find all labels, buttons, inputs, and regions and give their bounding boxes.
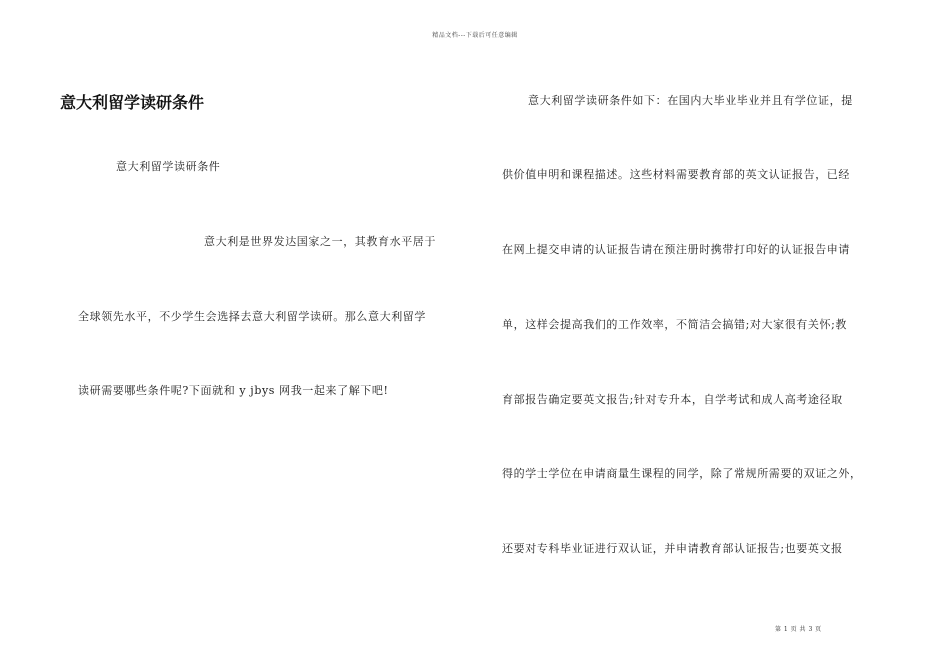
right-paragraph-line: 单，这样会提高我们的工作效率，不简洁会搞错;对大家很有关怀;教 — [502, 318, 848, 331]
right-paragraph-line: 得的学士学位在申请商量生课程的同学，除了常规所需要的双证之外， — [502, 467, 862, 480]
left-paragraph-line: 读研需要哪些条件呢?下面就和 y jbys 网我一起来了解下吧! — [78, 384, 389, 397]
right-paragraph-line: 还要对专科毕业证进行双认证，并申请教育部认证报告;也要英文报 — [502, 542, 843, 555]
right-paragraph-line: 育部报告确定要英文报告;针对专升本，自学考试和成人高考途径取 — [502, 393, 843, 406]
header-note: 精品文档---下载后可任意编辑 — [432, 32, 518, 39]
left-paragraph-line: 意大利是世界发达国家之一，其教育水平居于 — [204, 235, 436, 248]
right-paragraph-line: 在网上提交申请的认证报告请在预注册时携带打印好的认证报告申请 — [502, 243, 850, 256]
page-indicator: 第 1 页 共 3 页 — [775, 626, 822, 633]
document-title: 意大利留学读研条件 — [60, 93, 205, 112]
left-subtitle: 意大利留学读研条件 — [116, 160, 221, 173]
right-paragraph-line: 意大利留学读研条件如下：在国内大毕业毕业并且有学位证，提 — [528, 94, 853, 107]
left-paragraph-line: 全球领先水平，不少学生会选择去意大利留学读研。那么意大利留学 — [78, 310, 426, 323]
right-paragraph-line: 供价值申明和课程描述。这些材料需要教育部的英文认证报告，已经 — [502, 168, 850, 181]
